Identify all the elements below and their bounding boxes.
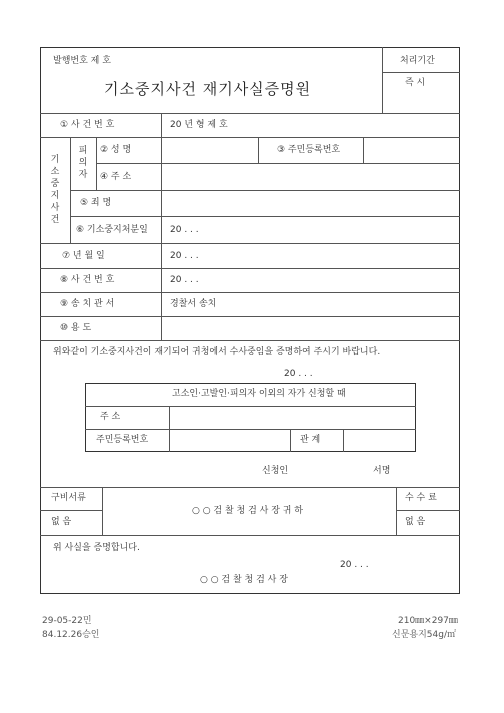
paper-size: 210㎜×297㎜ bbox=[398, 616, 458, 626]
case-number-value: 20 년 형 제 호 bbox=[170, 120, 228, 130]
third-party-title: 고소인·고발인·피의자 이외의 자가 신청할 때 bbox=[172, 389, 346, 399]
purpose-label: ⑩ 용 도 bbox=[60, 323, 92, 333]
approval-date: 84.12.26승인 bbox=[42, 630, 100, 640]
certify-text: 위 사실을 증명합니다. bbox=[53, 543, 140, 553]
form-code: 29-05-22민 bbox=[42, 616, 92, 626]
processing-period-label: 처리기간 bbox=[400, 56, 435, 66]
processing-period-value: 즉 시 bbox=[405, 78, 426, 88]
certify-issuer: ○ ○ 검 찰 청 검 사 장 bbox=[200, 575, 288, 585]
fee-value: 없 음 bbox=[405, 517, 426, 527]
disposal-date-label: ⑥ 기소중지처분일 bbox=[76, 225, 148, 235]
recipient-text: ○ ○ 검 찰 청 검 사 장 귀 하 bbox=[192, 506, 304, 516]
office-value: 경찰서 송치 bbox=[170, 299, 217, 309]
required-docs-value: 없 음 bbox=[51, 517, 72, 527]
request-text: 위와같이 기소중지사건이 재기되어 귀청에서 수사중임을 증명하여 주시기 바랍니다. bbox=[53, 347, 381, 357]
disposal-date-value: 20 . . . bbox=[170, 225, 199, 235]
suspended-case-group-label: 기소중지사건 bbox=[50, 155, 60, 225]
case-number2-value: 20 . . . bbox=[170, 275, 199, 285]
date-label: ⑦ 년 월 일 bbox=[62, 251, 105, 261]
address-label: ④ 주 소 bbox=[100, 172, 132, 182]
crime-label: ⑤ 죄 명 bbox=[80, 198, 112, 208]
suspect-group-label: 피의자 bbox=[78, 146, 88, 180]
case-number-label: ① 사 건 번 호 bbox=[60, 120, 115, 130]
fee-label: 수 수 료 bbox=[405, 493, 437, 503]
date-value: 20 . . . bbox=[170, 251, 199, 261]
paper-weight: 신문용지54g/㎡ bbox=[392, 630, 456, 640]
issue-number: 발행번호 제 호 bbox=[53, 56, 111, 66]
applicant-label: 신청인 bbox=[262, 466, 289, 476]
case-number2-label: ⑧ 사 건 번 호 bbox=[60, 275, 115, 285]
request-date: 20 . . . bbox=[284, 369, 313, 379]
third-party-address-label: 주 소 bbox=[100, 412, 121, 422]
required-docs-label: 구비서류 bbox=[51, 493, 86, 503]
name-label: ② 성 명 bbox=[100, 145, 132, 155]
office-label: ⑨ 송 치 관 서 bbox=[60, 299, 115, 309]
page-title: 기소중지사건 재기사실증명원 bbox=[104, 80, 312, 98]
rrn-label: ③ 주민등록번호 bbox=[277, 145, 341, 155]
signature-label: 서명 bbox=[373, 466, 391, 476]
certify-date: 20 . . . bbox=[340, 560, 369, 570]
third-party-relation-label: 관 계 bbox=[300, 435, 321, 445]
third-party-rrn-label: 주민등록번호 bbox=[96, 435, 149, 445]
